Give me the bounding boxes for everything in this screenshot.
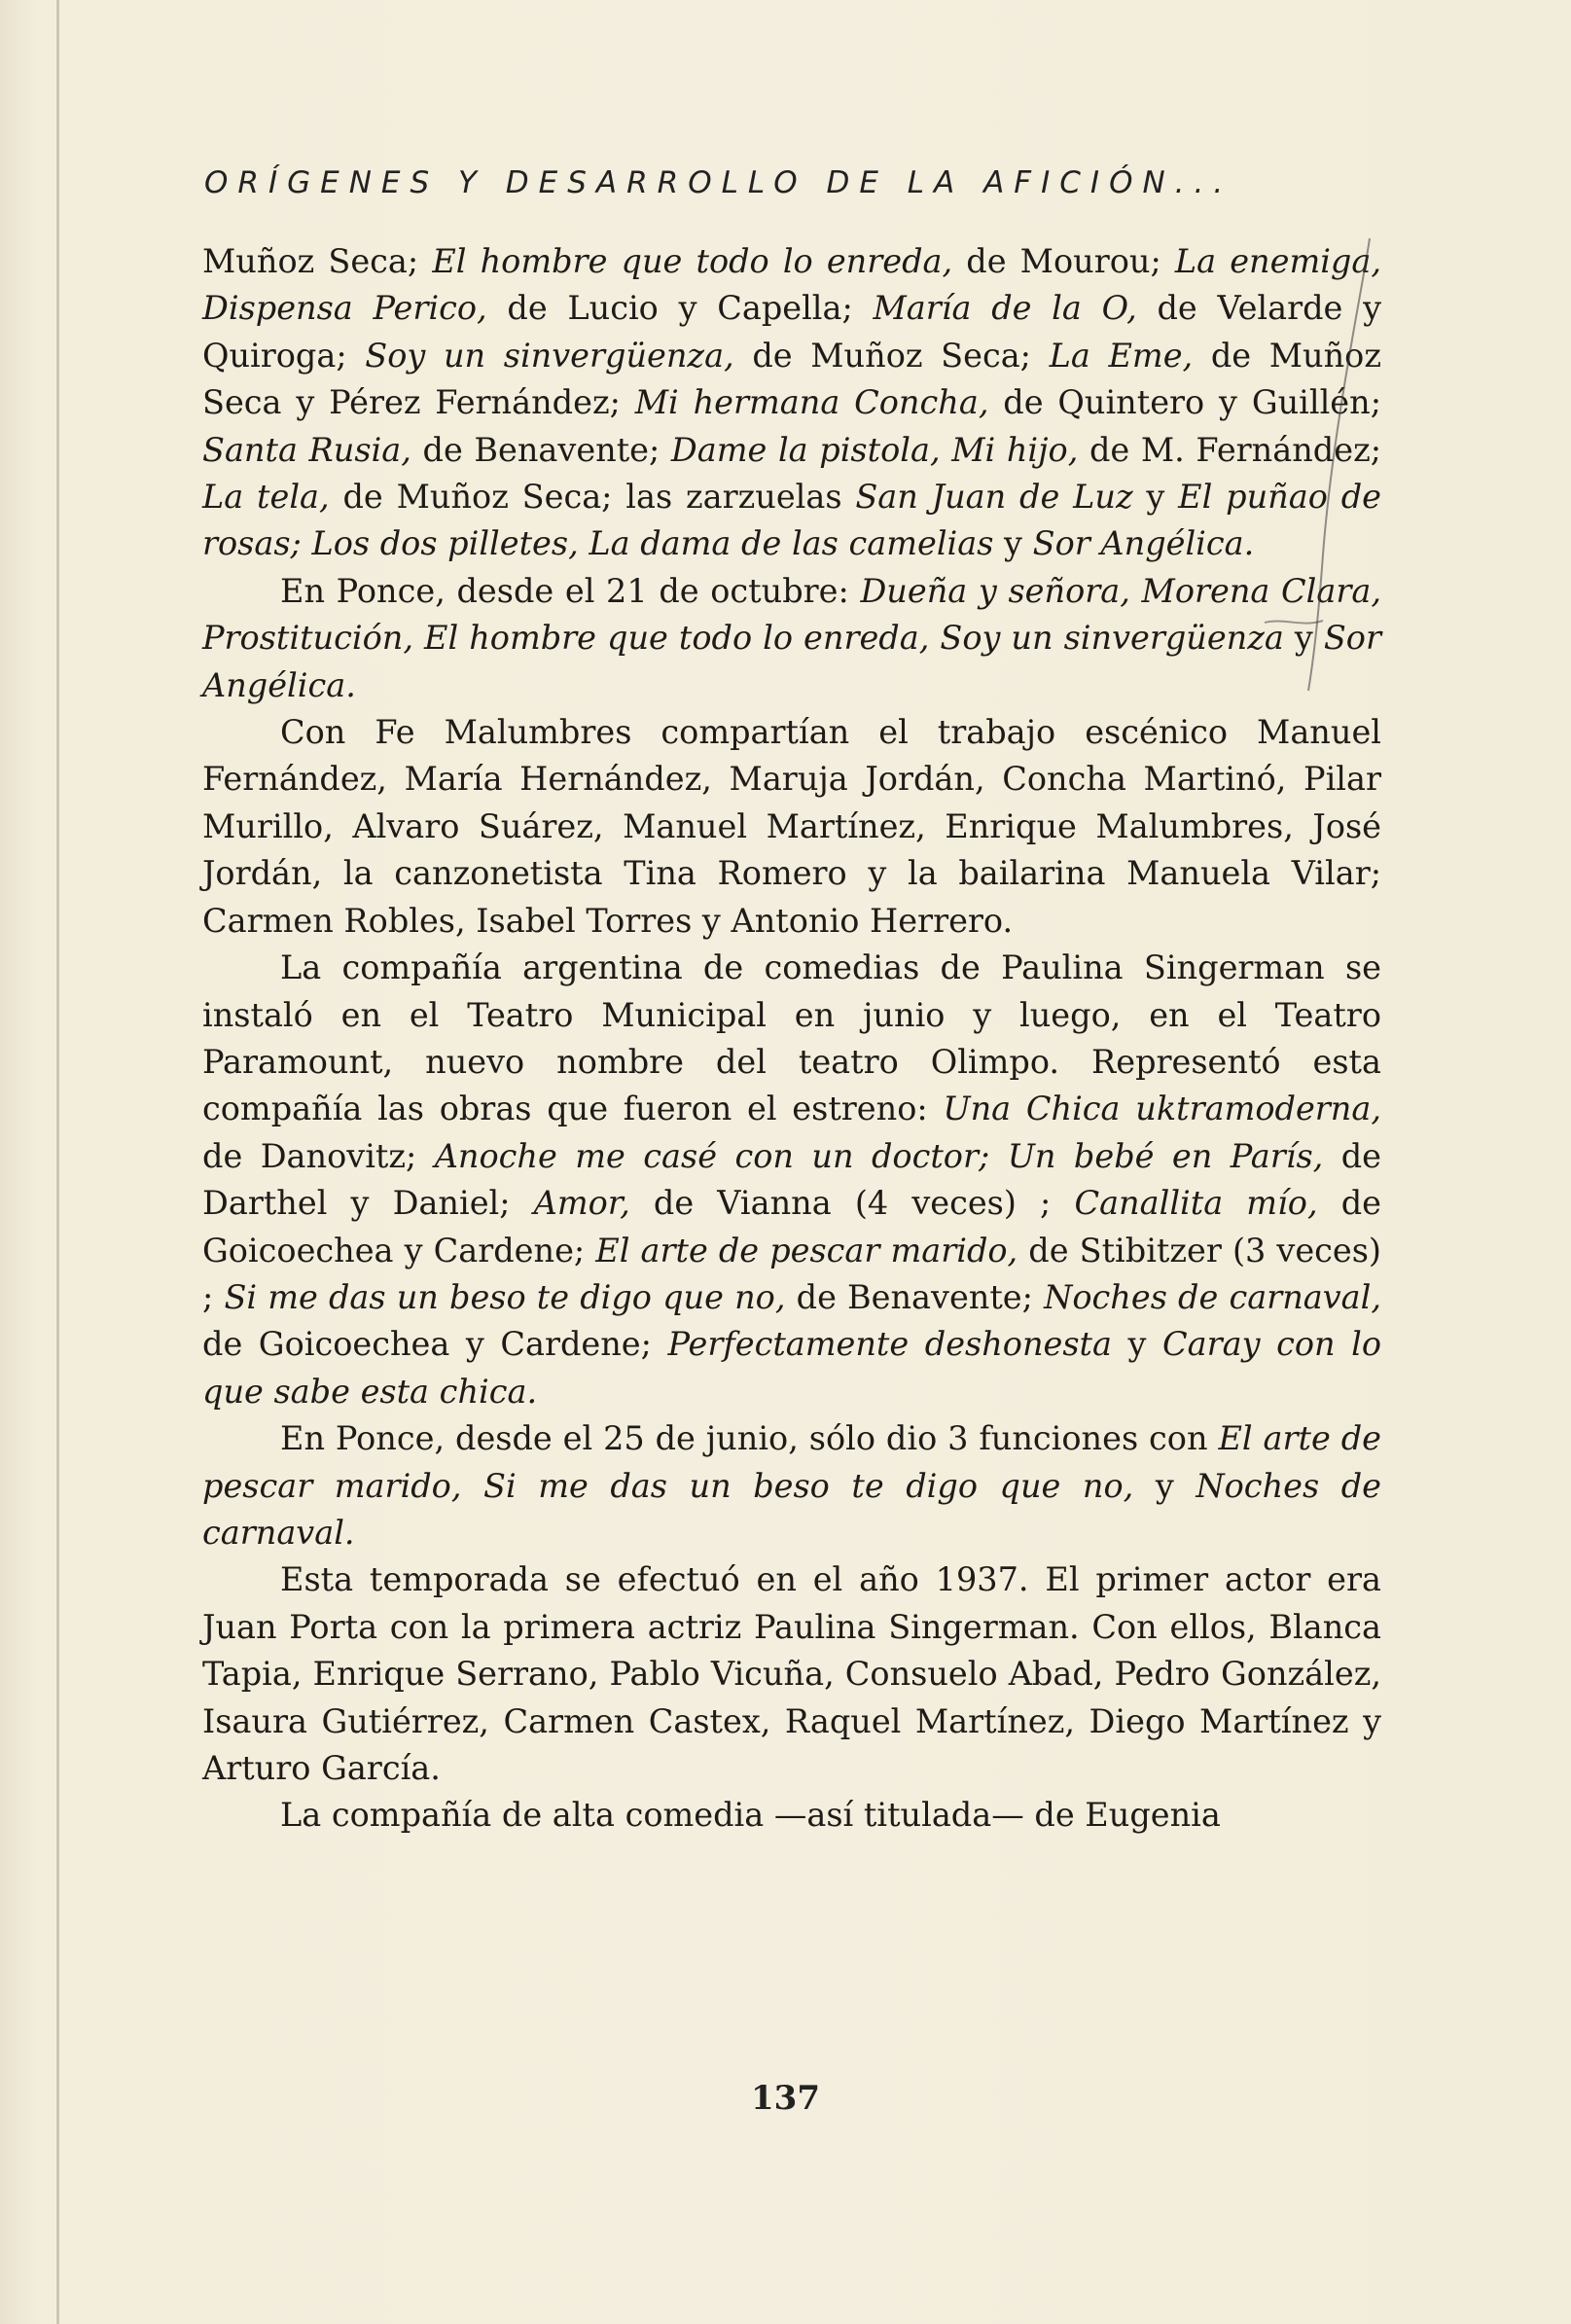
paragraph xyxy=(202,1556,1381,1792)
text-span: de Benavente; xyxy=(785,1277,1045,1316)
text-span: En Ponce, desde el 25 de junio, sólo dio 3 funciones con xyxy=(280,1419,1219,1458)
italic-title-text: Dueña y señora, Morena Clara, Prostitución, El hombre que todo lo enreda, Soy un sinvergüenza xyxy=(202,571,1381,658)
italic-title-text: Perfectamente deshonesta xyxy=(667,1325,1112,1364)
italic-title-text: San Juan de Luz xyxy=(855,478,1133,517)
text-span: Esta temporada se efectuó en el año 1937. El primer actor era Juan Porta con la primera actriz Paulina Singerman. Con ellos, Blanca Tapia, Enrique Serrano, Pablo Vicuña, Consuelo Abad, Pedro González, Isaura Gutiérrez, Carmen Castex, Raquel Martínez, Diego Martínez y Arturo García. xyxy=(202,1560,1381,1787)
italic-title-text: Noches de carnaval. xyxy=(202,1466,1381,1552)
italic-title-text: Noches de carnaval, xyxy=(1044,1277,1381,1316)
italic-title-text: Sor Angélica. xyxy=(202,619,1381,704)
italic-title-text: María de la O, xyxy=(873,289,1137,328)
text-span: En Ponce, desde el 21 de octubre: xyxy=(280,571,861,610)
text-span: y xyxy=(1132,478,1179,517)
text-span: de Muñoz Seca; xyxy=(733,336,1050,375)
text-span: de Benavente; xyxy=(411,430,671,469)
text-span: de Goicoechea y Cardene; xyxy=(202,1184,1381,1269)
text-span: y xyxy=(1133,1466,1196,1505)
italic-title-text: Soy un sinvergüenza, xyxy=(365,336,734,375)
text-span: de Goicoechea y Cardene; xyxy=(202,1325,668,1364)
italic-title-text: Santa Rusia, xyxy=(202,430,411,469)
italic-title-text: Canallita mío, xyxy=(1074,1184,1318,1223)
text-span: y xyxy=(993,524,1033,563)
text-span: Muñoz Seca; xyxy=(202,242,433,280)
text-span: y xyxy=(1283,619,1324,658)
paragraph xyxy=(202,1792,1381,1839)
text-span: de Muñoz Seca; las zarzuelas xyxy=(329,478,856,517)
text-span: de Darthel y Daniel; xyxy=(202,1136,1381,1223)
italic-title-text: Amor, xyxy=(533,1184,630,1223)
italic-title-text: El hombre que todo lo enreda, xyxy=(432,242,953,280)
text-span: de Lucio y Capella; xyxy=(486,289,874,328)
text-span: de Danovitz; xyxy=(202,1136,435,1175)
text-span: de Velarde y Quiroga; xyxy=(202,289,1382,375)
italic-title-text: Caray con lo que sabe esta chica. xyxy=(202,1325,1381,1411)
paragraph xyxy=(202,709,1381,945)
paragraph xyxy=(202,238,1381,568)
text-span: de Muñoz Seca y Pérez Fernández; xyxy=(202,336,1381,422)
italic-title-text: Mi hermana Concha, xyxy=(634,383,989,422)
italic-title-text: El arte de pescar marido, xyxy=(595,1231,1018,1269)
italic-title-text: Anoche me casé con un doctor; Un bebé en París, xyxy=(434,1136,1324,1175)
running-head: ORÍGENES Y DESARROLLO DE LA AFICIÓN... xyxy=(204,165,1233,200)
italic-title-text: La tela, xyxy=(202,478,330,517)
italic-title-text: El puñao de rosas; Los dos pilletes, La dama de las camelias xyxy=(202,478,1381,563)
italic-title-text: Dame la pistola, Mi hijo, xyxy=(670,430,1079,469)
text-span: de M. Fernández; xyxy=(1078,430,1382,469)
paragraph xyxy=(202,1415,1381,1556)
text-span: Con Fe Malumbres compartían el trabajo escénico Manuel Fernández, María Hernández, Maruja Jordán, Concha Martinó, Pilar Murillo, Alvaro Suárez, Manuel Martínez, Enrique Malumbres, José Jordán, la canzonetista Tina Romero y la bailarina Manuela Vilar; Carmen Robles, Isabel Torres y Antonio Herrero. xyxy=(202,713,1381,940)
italic-title-text: Si me das un beso te digo que no, xyxy=(224,1277,786,1316)
paragraph xyxy=(202,568,1381,709)
page-number: 137 xyxy=(751,2079,820,2118)
italic-title-text: Una Chica uktramoderna, xyxy=(943,1090,1381,1128)
page-spine-shadow xyxy=(56,0,59,2324)
text-span: La compañía argentina de comedias de Paulina Singerman se instaló en el Teatro Municipal en junio y luego, en el Teatro Paramount, nuevo nombre del teatro Olimpo. Representó esta compañía las obras que fueron el estreno: xyxy=(202,948,1381,1128)
italic-title-text: La Eme, xyxy=(1049,336,1194,375)
text-span: de Quintero y Guillén; xyxy=(988,383,1381,422)
italic-title-text: El arte de pescar marido, Si me das un beso te digo que no, xyxy=(202,1419,1381,1505)
italic-title-text: La enemiga, Dispensa Perico, xyxy=(202,242,1382,328)
text-span: La compañía de alta comedia —así titulada— de Eugenia xyxy=(280,1796,1221,1835)
body-text xyxy=(202,238,1381,1840)
text-span: de Vianna (4 veces) ; xyxy=(629,1184,1075,1223)
text-span: y xyxy=(1112,1325,1163,1364)
text-span: de Mourou; xyxy=(952,242,1175,280)
text-span: de Stibitzer (3 veces) ; xyxy=(202,1231,1381,1316)
paragraph xyxy=(202,945,1381,1415)
italic-title-text: Sor Angélica. xyxy=(1032,524,1255,563)
